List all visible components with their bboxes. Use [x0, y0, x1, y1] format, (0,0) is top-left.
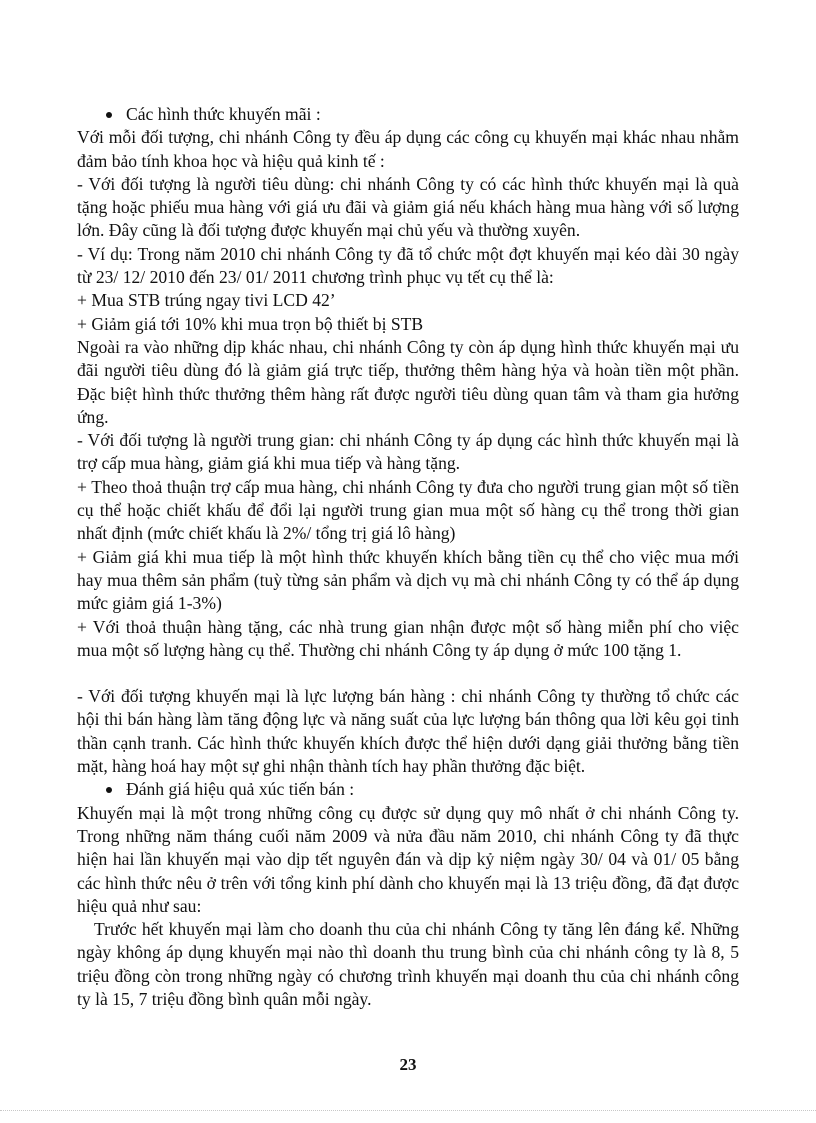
bullet-heading-evaluation — [77, 778, 739, 801]
blank-line — [77, 662, 739, 685]
bullet-heading-text: Các hình thức khuyến mãi : — [126, 104, 321, 124]
paragraph: + Giảm giá khi mua tiếp là một hình thức khuyến khích bằng tiền cụ thể cho việc mua mới hay mua thêm sản phẩm (tuỳ từng sản phẩm và dịch vụ mà chi nhánh Công ty có thể áp dụng mức giảm giá 1-3%) — [77, 546, 739, 614]
paragraph: Ngoài ra vào những dịp khác nhau, chi nhánh Công ty còn áp dụng hình thức khuyến mại ưu đãi người tiêu dùng đó là giảm giá trực tiếp, thưởng thêm hàng hỷa và hoàn tiền một phần. Đặc biệt hình thức thưởng thêm hàng rất được người tiêu dùng quan tâm và tham gia hưởng ứng. — [77, 336, 739, 427]
paragraph: - Với đối tượng khuyến mại là lực lượng bán hàng : chi nhánh Công ty thường tổ chức các hội thi bán hàng làm tăng động lực và năng suất của lực lượng bán thông qua lời kêu gọi tinh thần cạnh tranh. Các hình thức khuyến khích được thể hiện dưới dạng giải thưởng bằng tiền mặt, hàng hoá hay một sự ghi nhận thành tích hay phần thưởng đặc biệt. — [77, 686, 739, 777]
bullet-heading-text: Đánh giá hiệu quả xúc tiến bán : — [126, 779, 355, 800]
paragraph: Khuyến mại là một trong những công cụ được sử dụng quy mô nhất ở chi nhánh Công ty. Trong những năm tháng cuối năm 2009 và nửa đầu năm 2010, chi nhánh Công ty đã thực hiện hai lần khuyến mại vào dịp tết nguyên đán và dịp kỷ niệm ngày 30/ 04 và 01/ 05 bằng các hình thức nêu ở trên với tổng kinh phí dành cho khuyến mại là 13 triệu đồng, đã đạt được hiệu quả như sau: — [77, 802, 739, 916]
paragraph: + Theo thoả thuận trợ cấp mua hàng, chi nhánh Công ty đưa cho người trung gian một số tiền cụ thể hoặc chiết khấu để đổi lại người trung gian mua một số hàng cụ thể trong thời gian nhất định (mức chiết khấu là 2%/ tổng trị giá lô hàng) — [77, 476, 739, 544]
bullet-dot-icon — [106, 112, 112, 118]
paragraph: + Với thoả thuận hàng tặng, các nhà trung gian nhận được một số hàng miễn phí cho việc mua một số lượng hàng cụ thể. Thường chi nhánh Công ty áp dụng ở mức 100 tặng 1. — [77, 616, 739, 660]
document-body — [77, 103, 739, 1011]
paragraph: Với mỗi đối tượng, chi nhánh Công ty đều áp dụng các công cụ khuyến mại khác nhau nhằm đảm bảo tính khoa học và hiệu quả kinh tế : — [77, 127, 739, 171]
bullet-heading-promotion-forms — [77, 103, 739, 126]
paragraph: - Với đối tượng là người trung gian: chi nhánh Công ty áp dụng các hình thức khuyến mại là trợ cấp mua hàng, giảm giá khi mua tiếp và hàng tặng. — [77, 430, 739, 474]
paragraph: + Mua STB trúng ngay tivi LCD 42’ — [77, 290, 336, 311]
paragraph: - Với đối tượng là người tiêu dùng: chi nhánh Công ty có các hình thức khuyến mại là quà tặng hoặc phiếu mua hàng với giá ưu đãi và giảm giá nếu khách hàng mua hàng với số lượng lớn. Đây cũng là đối tượng được khuyến mại chủ yếu và thường xuyên. — [77, 173, 739, 241]
page-number: 23 — [399, 1055, 417, 1074]
paragraph: Trước hết khuyến mại làm cho doanh thu của chi nhánh Công ty tăng lên đáng kể. Những ngày không áp dụng khuyến mại nào thì doanh thu trung bình của chi nhánh công ty là 8, 5 triệu đồng còn trong những ngày có chương trình khuyến mại doanh thu của chi nhánh công ty là 15, 7 triệu đồng bình quân mỗi ngày. — [77, 919, 739, 1009]
page-bottom-divider — [0, 1110, 816, 1111]
paragraph: - Ví dụ: Trong năm 2010 chi nhánh Công ty đã tổ chức một đợt khuyến mại kéo dài 30 ngày từ 23/ 12/ 2010 đến 23/ 01/ 2011 chương trình phục vụ tết cụ thể là: — [77, 243, 739, 288]
bullet-dot-icon — [106, 787, 112, 793]
paragraph: + Giảm giá tới 10% khi mua trọn bộ thiết bị STB — [77, 313, 424, 334]
